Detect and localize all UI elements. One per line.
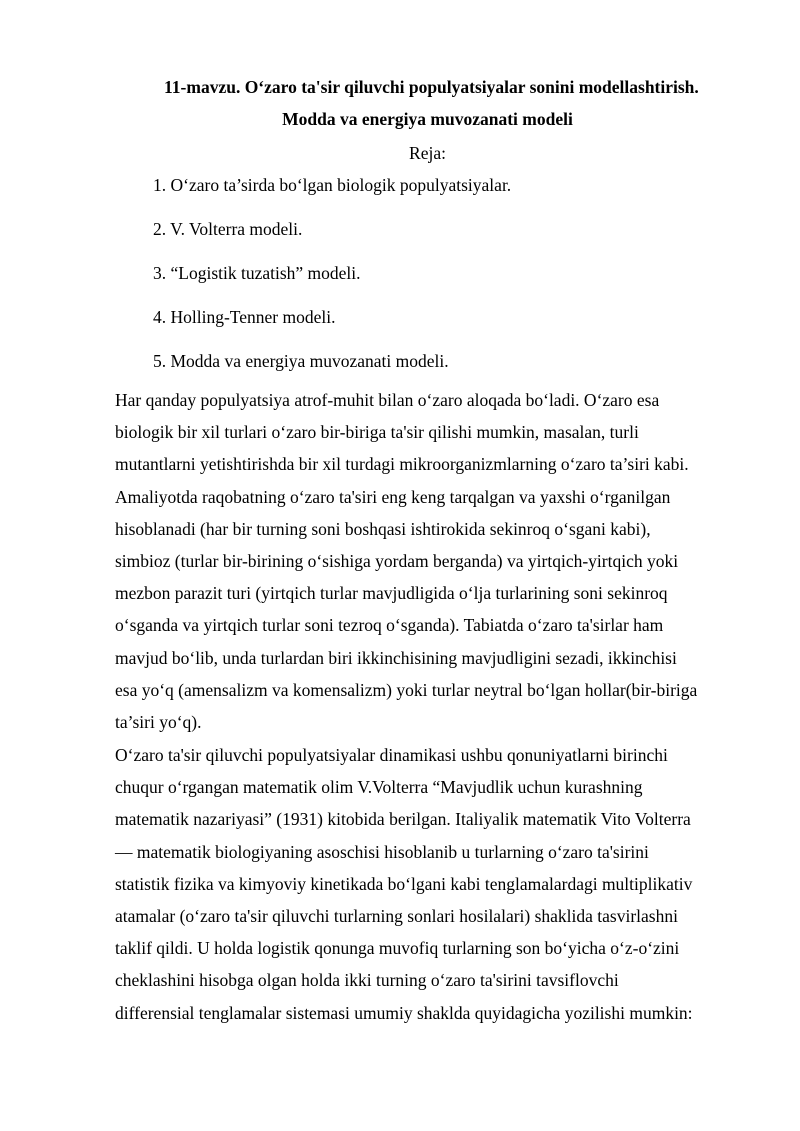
paragraph-line: o‘sganda va yirtqich turlar soni tezroq o‘sganda). Tabiatda o‘zaro ta'sirlar ham [115, 615, 664, 636]
plan-item: 5. Modda va energiya muvozanati modeli. [153, 351, 449, 371]
plan-item: 1. O‘zaro ta’sirda bo‘lgan biologik populyatsiyalar. [153, 175, 512, 195]
paragraph-line: esa yo‘q (amensalizm va komensalizm) yoki turlar neytral bo‘lgan hollar(bir-biriga [115, 679, 698, 700]
paragraph-line: O‘zaro ta'sir qiluvchi populyatsiyalar dinamikasi ushbu qonuniyatlarni birinchi [115, 745, 668, 765]
plan-item: 3. “Logistik tuzatish” modeli. [153, 263, 361, 283]
document-title-line-1: 11-mavzu. O‘zaro ta'sir qiluvchi populyatsiyalar sonini modellashtirish. [164, 77, 699, 97]
paragraph-line: mavjud bo‘lib, unda turlardan biri ikkinchisining mavjudligini sezadi, ikkinchisi [115, 647, 677, 668]
paragraph-line: statistik fizika va kimyoviy kinetikada bo‘lgani kabi tenglamalardagi multiplikativ [115, 873, 693, 894]
paragraph-line: mezbon parazit turi (yirtqich turlar mavjudligida o‘lja turlarining soni sekinroq [115, 583, 668, 604]
plan-list [153, 174, 511, 394]
paragraph-line: ta’siri yo‘q). [115, 712, 202, 733]
paragraph-line: chuqur o‘rgangan matematik olim V.Volterra “Mavjudlik uchun kurashning [115, 777, 643, 798]
document-title-line-2: Modda va energiya muvozanati modeli [282, 109, 573, 129]
paragraph-2 [115, 739, 745, 1029]
paragraph-line: matematik nazariyasi” (1931) kitobida berilgan. Italiyalik matematik Vito Volterra [115, 809, 691, 830]
paragraph-line: mutantlarni yetishtirishda bir xil turdagi mikroorganizmlarning o‘zaro ta’siri kabi. [115, 454, 689, 475]
plan-heading: Reja: [409, 143, 446, 163]
paragraph-line: biologik bir xil turlari o‘zaro bir-biriga ta'sir qilishi mumkin, masalan, turli [115, 422, 639, 443]
paragraph-line: — matematik biologiyaning asoschisi hisoblanib u turlarning o‘zaro ta'sirini [115, 841, 649, 862]
plan-item: 2. V. Volterra modeli. [153, 219, 303, 239]
paragraph-line: atamalar (o‘zaro ta'sir qiluvchi turlarning sonlari hosilalari) shaklida tasvirlashni [115, 906, 678, 927]
plan-item: 4. Holling-Tenner modeli. [153, 307, 336, 327]
paragraph-line: differensial tenglamalar sistemasi umumiy shaklda quyidagicha yozilishi mumkin: [115, 1002, 693, 1023]
paragraph-line: Har qanday populyatsiya atrof-muhit bilan o‘zaro aloqada bo‘ladi. O‘zaro esa [115, 390, 660, 410]
paragraph-line: Amaliyotda raqobatning o‘zaro ta'siri eng keng tarqalgan va yaxshi o‘rganilgan [115, 486, 671, 507]
paragraph-line: hisoblanadi (har bir turning soni boshqasi ishtirokida sekinroq o‘sgani kabi), [115, 518, 651, 539]
paragraph-1 [115, 384, 745, 738]
paragraph-line: taklif qildi. U holda logistik qonunga muvofiq turlarning son bo‘yicha o‘z-o‘zini [115, 938, 680, 959]
paragraph-line: simbioz (turlar bir-birining o‘sishiga yordam berganda) va yirtqich-yirtqich yoki [115, 551, 679, 572]
paragraph-line: cheklashini hisobga olgan holda ikki turning o‘zaro ta'sirini tavsiflovchi [115, 970, 619, 991]
